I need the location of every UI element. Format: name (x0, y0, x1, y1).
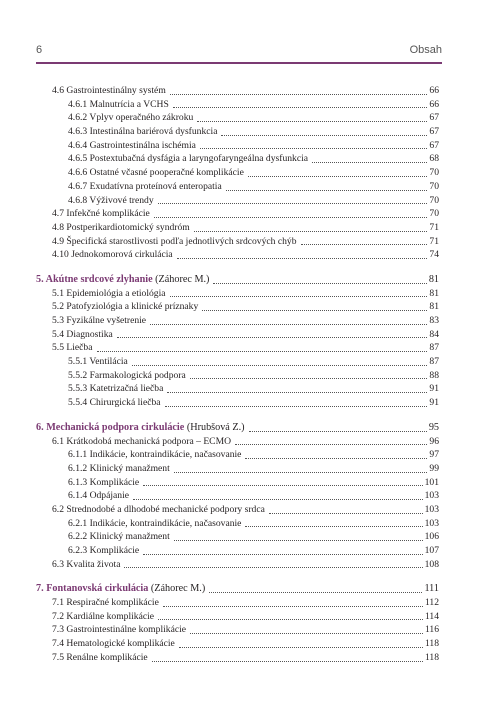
toc-subentry[interactable] (68, 382, 439, 396)
toc-subentry[interactable] (68, 369, 439, 383)
page-ref: 66 (429, 85, 439, 96)
page-ref: 114 (424, 610, 439, 622)
page-ref: 103 (424, 490, 439, 502)
entry-title: 6.2.3 Komplikácie (68, 545, 140, 556)
dot-leader (312, 162, 427, 163)
toc-subentry[interactable] (68, 489, 439, 503)
toc-entry[interactable] (52, 221, 439, 235)
toc-subentry[interactable] (68, 530, 439, 544)
chapter-author: (Záhorec M.) (150, 583, 206, 595)
dot-leader (124, 567, 422, 568)
page-ref: 88 (429, 369, 439, 381)
page-ref: 107 (424, 545, 439, 556)
page-ref: 103 (424, 517, 439, 529)
toc-entry[interactable] (52, 314, 439, 328)
dot-leader (170, 296, 428, 297)
page-ref: 70 (429, 180, 439, 192)
dot-leader (167, 392, 427, 393)
toc-entry[interactable] (52, 248, 439, 262)
entry-title: 6.3 Kvalita života (52, 558, 121, 570)
page-ref: 87 (429, 356, 439, 368)
toc-entry[interactable] (52, 610, 439, 624)
entry-title: 7.2 Kardiálne komplikácie (52, 610, 155, 622)
toc-entry[interactable] (52, 623, 439, 637)
dot-leader (235, 444, 427, 445)
page-ref: 101 (424, 476, 439, 488)
dot-leader (248, 176, 428, 177)
entry-title: 4.6.8 Výživové trendy (68, 194, 154, 206)
toc-subentry[interactable] (68, 355, 439, 369)
toc-entry[interactable] (52, 435, 439, 449)
page-ref: 81 (428, 273, 439, 285)
dot-leader (174, 540, 423, 541)
toc-subentry[interactable] (68, 152, 439, 166)
entry-title: 5.5.2 Farmakologická podpora (68, 369, 186, 381)
dot-leader (170, 94, 428, 95)
toc-chapter[interactable] (36, 273, 439, 287)
section-gap (0, 262, 486, 273)
toc-entry[interactable] (52, 328, 439, 342)
page-ref: 87 (429, 342, 439, 354)
entry-title: 4.6.6 Ostatné včasné pooperačné komplikácie (68, 167, 244, 179)
page-ref: 108 (424, 558, 439, 570)
page-ref: 91 (429, 383, 439, 395)
toc-entry[interactable] (52, 558, 439, 572)
page-header (36, 44, 442, 60)
dot-leader (165, 406, 428, 407)
page-ref: 84 (429, 328, 439, 340)
entry-title: 5.4 Diagnostika (52, 328, 113, 340)
toc-entry[interactable] (52, 287, 439, 301)
table-of-contents (0, 84, 486, 665)
toc-subentry[interactable] (68, 111, 439, 125)
entry-title: 6.1.1 Indikácie, kontraindikácie, načasovanie (68, 449, 242, 461)
dot-leader (190, 633, 423, 634)
toc-subentry[interactable] (68, 180, 439, 194)
dot-leader (152, 661, 423, 662)
toc-entry[interactable] (52, 341, 439, 355)
toc-entry[interactable] (52, 235, 439, 249)
entry-title: 6.2 Strednodobé a dlhodobé mechanické podpory srdca (52, 503, 265, 515)
dot-leader (301, 244, 428, 245)
entry-title: 5.5.3 Katetrizačná liečba (68, 383, 164, 395)
dot-leader (245, 526, 422, 527)
page-ref: 91 (429, 397, 439, 409)
entry-title: 6.2.1 Indikácie, kontraindikácie, načasovanie (68, 517, 242, 529)
page-ref: 67 (429, 126, 439, 138)
dot-leader (200, 148, 428, 149)
toc-subentry[interactable] (68, 139, 439, 153)
entry-title: 4.6.2 Vplyv operačného zákroku (68, 112, 194, 124)
toc-subentry[interactable] (68, 476, 439, 490)
toc-subentry[interactable] (68, 194, 439, 208)
entry-title: 5.2 Patofyziológia a klinické príznaky (52, 301, 199, 313)
toc-subentry[interactable] (68, 544, 439, 558)
chapter-title: 5. Akútne srdcové zlyhanie (36, 273, 153, 285)
dot-leader (143, 554, 422, 555)
chapter-heading (36, 273, 211, 287)
page-ref: 112 (424, 597, 439, 609)
dot-leader (150, 324, 427, 325)
page-ref: 99 (429, 462, 439, 474)
entry-title: 4.10 Jednokomorová cirkulácia (52, 249, 173, 261)
dot-leader (158, 619, 423, 620)
page-ref: 67 (429, 112, 439, 124)
dot-leader (226, 190, 428, 191)
toc-subentry[interactable] (68, 125, 439, 139)
dot-leader (194, 231, 428, 232)
dot-leader (97, 351, 428, 352)
dot-leader (174, 472, 428, 473)
page-ref: 118 (424, 638, 439, 650)
page-ref: 106 (424, 531, 439, 543)
toc-entry[interactable] (52, 503, 439, 517)
toc-subentry[interactable] (68, 166, 439, 180)
toc-subentry[interactable] (68, 462, 439, 476)
section-gap (0, 410, 486, 421)
toc-subentry[interactable] (68, 98, 439, 112)
entry-title: 4.8 Postperikardiotomický syndróm (52, 221, 190, 233)
entry-title: 6.2.2 Klinický manažment (68, 531, 170, 543)
toc-subentry[interactable] (68, 517, 439, 531)
chapter-title: 7. Fontanovská cirkulácia (36, 583, 149, 595)
dot-leader (158, 203, 428, 204)
page-number: 6 (36, 44, 43, 56)
entry-title: 4.6.1 Malnutrícia a VCHS (68, 98, 169, 110)
chapter-author: (Hrubšová Z.) (186, 421, 245, 433)
toc-entry[interactable] (52, 300, 439, 314)
chapter-heading (36, 582, 207, 596)
page-ref: 83 (429, 315, 439, 326)
entry-title: 4.9 Špecifická starostlivosti podľa jednotlivých srdcových chýb (52, 235, 297, 247)
toc-subentry[interactable] (68, 448, 439, 462)
page-ref: 70 (429, 167, 439, 179)
toc-entry[interactable] (52, 207, 439, 221)
dot-leader (245, 458, 427, 459)
page-ref: 103 (424, 503, 439, 515)
page-ref: 81 (429, 287, 439, 299)
dot-leader (132, 365, 428, 366)
page-ref: 70 (429, 208, 439, 220)
page-ref: 95 (428, 421, 439, 433)
toc-entry[interactable] (52, 637, 439, 651)
page-ref: 118 (424, 651, 439, 663)
entry-title: 7.1 Respiračné komplikácie (52, 597, 159, 609)
entry-title: 4.6.7 Exudatívna proteínová enteropatia (68, 180, 222, 192)
page-ref: 70 (429, 194, 439, 206)
dot-leader (213, 283, 426, 284)
running-title: Obsah (409, 44, 442, 56)
chapter-author: (Záhorec M.) (155, 273, 210, 285)
entry-title: 7.3 Gastrointestinálne komplikácie (52, 624, 187, 636)
toc-subentry[interactable] (68, 396, 439, 410)
page-ref: 81 (429, 301, 439, 313)
dot-leader (221, 135, 427, 136)
toc-chapter[interactable] (36, 582, 439, 596)
page-ref: 66 (429, 98, 439, 110)
page-ref: 111 (424, 583, 439, 595)
dot-leader (202, 310, 427, 311)
entry-title: 4.7 Infekčné komplikácie (52, 208, 150, 220)
chapter-heading (36, 421, 247, 435)
entry-title: 7.5 Renálne komplikácie (52, 651, 148, 663)
dot-leader (269, 513, 423, 514)
header-rule (36, 62, 442, 64)
dot-leader (154, 217, 428, 218)
entry-title: 5.5.4 Chirurgická liečba (68, 397, 161, 409)
entry-title: 4.6.4 Gastrointestinálna ischémia (68, 139, 196, 151)
page-ref: 67 (429, 139, 439, 151)
entry-title: 6.1.2 Klinický manažment (68, 462, 170, 474)
page-ref: 68 (429, 153, 439, 165)
entry-title: 5.3 Fyzikálne vyšetrenie (52, 315, 147, 326)
page-ref: 71 (429, 221, 439, 233)
entry-title: 6.1.3 Komplikácie (68, 476, 140, 488)
entry-title: 4.6.5 Postextubačná dysfágia a laryngofaryngeálna dysfunkcia (68, 153, 309, 165)
toc-chapter[interactable] (36, 421, 439, 435)
page-ref: 116 (424, 624, 439, 636)
dot-leader (190, 378, 428, 379)
page-ref: 97 (429, 449, 439, 461)
entry-title: 4.6.3 Intestinálna bariérová dysfunkcia (68, 126, 218, 138)
dot-leader (209, 592, 422, 593)
entry-title: 6.1 Krátkodobá mechanická podpora – ECMO (52, 435, 232, 447)
chapter-title: 6. Mechanická podpora cirkulácie (36, 421, 185, 433)
dot-leader (143, 485, 422, 486)
section-gap (0, 571, 486, 582)
entry-title: 5.5 Liečba (52, 342, 93, 354)
dot-leader (133, 499, 423, 500)
entry-title: 5.1 Epidemiológia a etiológia (52, 287, 166, 299)
entry-title: 7.4 Hematologické komplikácie (52, 638, 175, 650)
dot-leader (179, 647, 423, 648)
dot-leader (249, 431, 427, 432)
dot-leader (117, 337, 428, 338)
toc-entry[interactable] (52, 651, 439, 665)
page-ref: 74 (429, 249, 439, 261)
dot-leader (163, 606, 423, 607)
toc-entry[interactable] (52, 84, 439, 98)
page-ref: 71 (429, 235, 439, 247)
entry-title: 5.5.1 Ventilácia (68, 356, 128, 368)
dot-leader (173, 107, 428, 108)
entry-title: 6.1.4 Odpájanie (68, 490, 130, 502)
page-ref: 96 (429, 435, 439, 447)
entry-title: 4.6 Gastrointestinálny systém (52, 85, 166, 96)
toc-entry[interactable] (52, 596, 439, 610)
dot-leader (197, 121, 427, 122)
dot-leader (177, 258, 428, 259)
